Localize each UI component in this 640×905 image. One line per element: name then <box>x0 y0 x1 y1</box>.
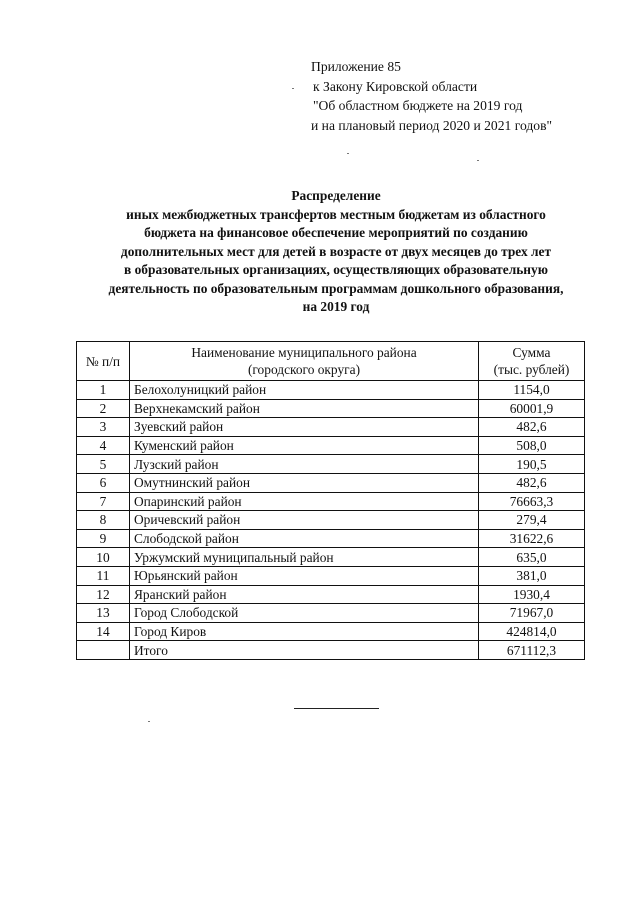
row-name: Юрьянский район <box>130 566 479 585</box>
row-name: Яранский район <box>130 585 479 604</box>
scan-speck <box>148 721 150 722</box>
row-sum: 635,0 <box>479 548 585 567</box>
row-sum: 482,6 <box>479 418 585 437</box>
row-name: Белохолуницкий район <box>130 381 479 400</box>
header-sum-line1: Сумма <box>512 345 551 360</box>
appendix-line: Приложение 85 <box>311 59 401 74</box>
row-sum: 190,5 <box>479 455 585 474</box>
row-name: Слободской район <box>130 529 479 548</box>
appendix-note <box>311 57 611 135</box>
table-row <box>77 529 585 548</box>
row-number: 3 <box>77 418 130 437</box>
appendix-line: к Закону Кировской области <box>313 78 478 94</box>
scan-speck <box>477 160 479 161</box>
row-number: 4 <box>77 436 130 455</box>
table-row <box>77 566 585 585</box>
title-line: дополнительных мест для детей в возрасте от двух месяцев до трех лет <box>120 243 552 259</box>
distribution-table <box>76 341 585 660</box>
row-name: Верхнекамский район <box>130 399 479 418</box>
table-row <box>77 418 585 437</box>
row-number: 11 <box>77 566 130 585</box>
header-number: № п/п <box>77 342 130 381</box>
table-row <box>77 548 585 567</box>
row-sum: 71967,0 <box>479 604 585 623</box>
row-sum: 508,0 <box>479 436 585 455</box>
row-sum: 424814,0 <box>479 622 585 641</box>
title-line: бюджета на финансовое обеспечение мероприятий по созданию <box>144 225 528 240</box>
table-row <box>77 399 585 418</box>
row-name: Оричевский район <box>130 511 479 530</box>
row-name: Город Слободской <box>130 604 479 623</box>
row-sum: 76663,3 <box>479 492 585 511</box>
row-name: Лузский район <box>130 455 479 474</box>
title-line: Распределение <box>291 188 381 203</box>
table-row <box>77 622 585 641</box>
row-number: 9 <box>77 529 130 548</box>
row-number: 2 <box>77 399 130 418</box>
appendix-line: "Об областном бюджете на 2019 год <box>313 98 523 113</box>
row-name: Уржумский муниципальный район <box>130 548 479 567</box>
row-number: 5 <box>77 455 130 474</box>
row-sum: 31622,6 <box>479 529 585 548</box>
row-name: Куменский район <box>130 436 479 455</box>
table-row <box>77 436 585 455</box>
table-row <box>77 511 585 530</box>
total-sum: 671112,3 <box>479 641 585 660</box>
row-name: Опаринский район <box>130 492 479 511</box>
row-number: 13 <box>77 604 130 623</box>
header-name-line1: Наименование муниципального района <box>191 345 417 360</box>
table-row <box>77 604 585 623</box>
total-number <box>77 641 130 660</box>
table-row <box>77 585 585 604</box>
table-header-row <box>77 342 585 381</box>
row-number: 1 <box>77 381 130 400</box>
scan-speck <box>292 88 294 89</box>
row-name: Город Киров <box>130 622 479 641</box>
row-number: 14 <box>77 622 130 641</box>
row-number: 6 <box>77 473 130 492</box>
table-total-row <box>77 641 585 660</box>
row-sum: 482,6 <box>479 473 585 492</box>
row-number: 10 <box>77 548 130 567</box>
row-number: 7 <box>77 492 130 511</box>
row-number: 12 <box>77 585 130 604</box>
title-line: на 2019 год <box>302 299 370 314</box>
closing-divider <box>294 708 379 709</box>
table-row <box>77 473 585 492</box>
scan-speck <box>347 153 349 154</box>
row-sum: 279,4 <box>479 511 585 530</box>
row-name: Зуевский район <box>130 418 479 437</box>
table-row <box>77 381 585 400</box>
row-sum: 1930,4 <box>479 585 585 604</box>
document-title <box>60 187 612 317</box>
header-name <box>130 342 479 381</box>
title-line: деятельность по образовательным программам дошкольного образования, <box>108 280 564 296</box>
row-sum: 60001,9 <box>479 399 585 418</box>
row-sum: 1154,0 <box>479 381 585 400</box>
title-line: иных межбюджетных трансфертов местным бюджетам из областного <box>126 206 546 222</box>
table-row <box>77 492 585 511</box>
row-number: 8 <box>77 511 130 530</box>
row-name: Омутнинский район <box>130 473 479 492</box>
table-row <box>77 455 585 474</box>
total-label: Итого <box>130 641 479 660</box>
header-sum-line2: (тыс. рублей) <box>493 362 570 377</box>
title-line: в образовательных организациях, осуществляющих образовательную <box>124 262 548 277</box>
header-name-line2: (городского округа) <box>247 362 361 377</box>
header-sum <box>479 342 585 381</box>
appendix-line: и на плановый период 2020 и 2021 годов" <box>311 117 553 133</box>
row-sum: 381,0 <box>479 566 585 585</box>
